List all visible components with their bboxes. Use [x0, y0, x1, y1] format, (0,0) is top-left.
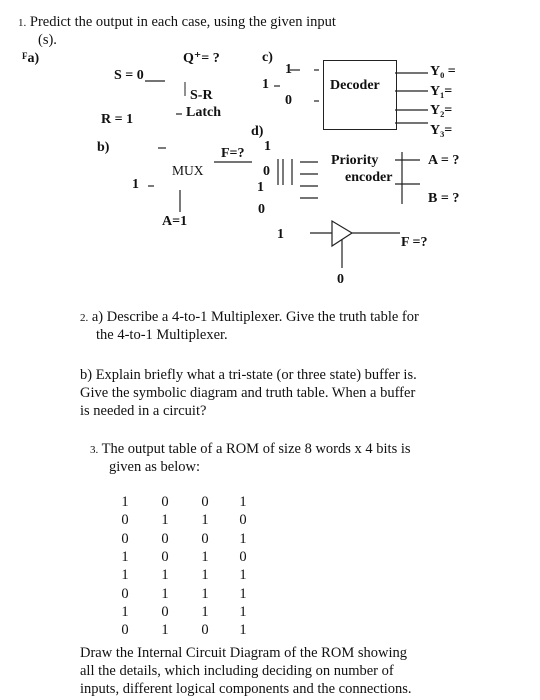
encoder-b-output: B = ?	[428, 191, 460, 206]
q3-draw-line3: inputs, different logical components and the connections.	[80, 681, 412, 697]
encoder-in2: 1	[257, 180, 264, 195]
rom-table-cell: 0	[161, 548, 169, 565]
latch-line1: S-R	[190, 88, 213, 103]
rom-table-cell: 0	[121, 585, 129, 602]
q2-b-line3: is needed in a circuit?	[80, 403, 207, 419]
mux-input-1: 1	[132, 177, 139, 192]
r-input-label: R = 1	[101, 112, 134, 127]
decoder-in0: 1	[285, 62, 292, 77]
q-plus-label: Q⁺= ?	[183, 51, 220, 66]
q3-draw-line2: all the details, which including deciding on number of	[80, 663, 394, 679]
q1-title-line2: (s).	[38, 32, 57, 48]
rom-table-cell: 1	[161, 567, 169, 584]
decoder-label: Decoder	[330, 78, 380, 93]
rom-table-cell: 0	[121, 530, 129, 547]
q1-title-line1: Predict the output in each case, using the given input	[29, 14, 336, 30]
part-a-letter: a)	[27, 51, 40, 66]
decoder-in1: 1	[262, 77, 269, 92]
encoder-in0: 1	[264, 139, 271, 154]
rom-table-cell: 0	[239, 548, 247, 565]
encoder-in1: 0	[263, 164, 270, 179]
encoder-in3: 0	[258, 202, 265, 217]
buffer-output: F =?	[401, 235, 428, 250]
mux-output-label: F=?	[221, 146, 245, 161]
q3-line1-text: The output table of a ROM of size 8 words x 4 bits is	[101, 441, 411, 457]
decoder-y2: Y₂=	[430, 103, 453, 118]
rom-table-cell: 1	[239, 622, 247, 639]
rom-table-cell: 0	[201, 530, 209, 547]
rom-table-cell: 1	[201, 512, 209, 529]
rom-table-cell: 1	[201, 548, 209, 565]
rom-table-cell: 1	[239, 530, 247, 547]
rom-table-cell: 1	[201, 567, 209, 584]
buffer-input: 1	[277, 227, 284, 242]
q3-number: 3.	[90, 444, 99, 456]
rom-table-cell: 0	[201, 622, 209, 639]
rom-table-cell: 0	[239, 512, 247, 529]
rom-table-cell: 1	[239, 603, 247, 620]
s-input-label: S = 0	[114, 68, 144, 83]
rom-table-cell: 1	[161, 512, 169, 529]
rom-table-cell: 1	[201, 585, 209, 602]
rom-table-cell: 0	[161, 530, 169, 547]
q2-b-line2: Give the symbolic diagram and truth table. When a buffer	[80, 385, 416, 401]
f-mark: F	[22, 51, 28, 61]
mux-block-label: MUX	[172, 163, 204, 178]
q3-line1	[90, 441, 411, 460]
encoder-label-line1: Priority	[331, 153, 379, 168]
part-a-label	[22, 51, 39, 67]
buffer-control: 0	[337, 272, 344, 287]
part-c-label: c)	[262, 50, 273, 65]
q3-line2: given as below:	[109, 459, 201, 475]
encoder-label-line2: encoder	[345, 170, 393, 185]
rom-table-cell: 0	[161, 603, 169, 620]
decoder-in2: 0	[285, 93, 292, 108]
q2-number: 2.	[80, 312, 89, 324]
q2-a-line1	[80, 309, 419, 328]
rom-table-cell: 1	[201, 603, 209, 620]
rom-table-cell: 1	[239, 585, 247, 602]
rom-table-cell: 1	[161, 622, 169, 639]
q3-draw-line1: Draw the Internal Circuit Diagram of the ROM showing	[80, 645, 407, 661]
decoder-y1: Y₁=	[430, 84, 453, 99]
rom-table-cell: 1	[239, 494, 247, 510]
mux-select-label: A=1	[162, 214, 188, 229]
decoder-y3: Y₃=	[430, 123, 453, 138]
rom-table-cell: 1	[121, 548, 129, 565]
rom-table-cell: 0	[201, 494, 209, 510]
encoder-a-output: A = ?	[428, 153, 460, 168]
rom-table-cell: 1	[121, 494, 129, 510]
rom-table-cell: 1	[121, 603, 129, 620]
q2-a-text: a) Describe a 4-to-1 Multiplexer. Give the truth table for	[91, 309, 419, 325]
rom-table-cell: 0	[121, 622, 129, 639]
rom-table-cell: 1	[161, 585, 169, 602]
q1-number: 1.	[18, 17, 27, 29]
part-d-label: d)	[251, 124, 264, 139]
rom-table-cell: 0	[121, 512, 129, 529]
part-b-label: b)	[97, 140, 110, 155]
rom-table-cell: 0	[161, 494, 169, 510]
q2-a-line2: the 4-to-1 Multiplexer.	[96, 327, 228, 343]
decoder-block	[323, 60, 397, 130]
rom-table-cell: 1	[239, 567, 247, 584]
rom-table-cell: 1	[121, 567, 129, 584]
latch-line2: Latch	[186, 105, 221, 120]
q2-b-line1: b) Explain briefly what a tri-state (or three state) buffer is.	[80, 367, 417, 383]
decoder-y0: Y₀ =	[430, 64, 456, 79]
